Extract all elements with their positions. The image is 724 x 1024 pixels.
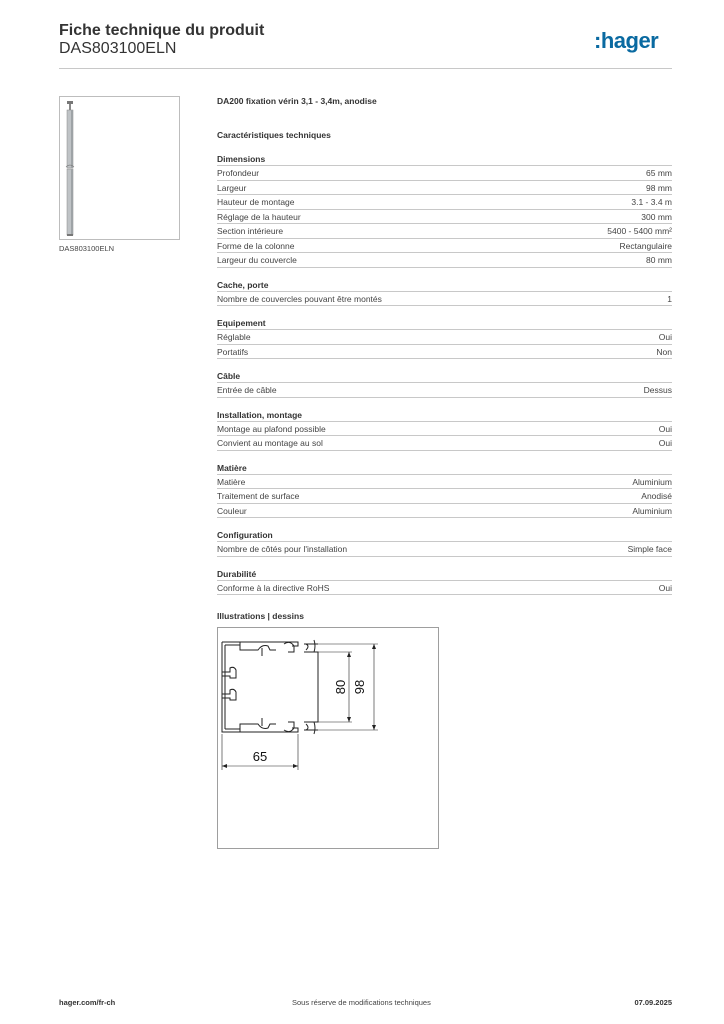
spec-value: Simple face: [627, 544, 672, 554]
spec-label: Portatifs: [217, 346, 249, 357]
spec-row: [217, 504, 672, 519]
hager-logo: :hager: [594, 28, 659, 53]
spec-label: Convient au montage au sol: [217, 438, 323, 448]
spec-group-title: Cache, porte: [217, 278, 672, 292]
spec-value: Oui: [658, 332, 672, 342]
spec-label: Nombre de côtés pour l'installation: [217, 544, 348, 554]
header-divider: [59, 68, 672, 69]
spec-label: Forme de la colonne: [217, 240, 295, 251]
spec-group-title: Matière: [217, 461, 672, 475]
spec-row: [217, 239, 672, 254]
spec-value: 3.1 - 3.4 m: [631, 197, 672, 207]
spec-row: [217, 475, 672, 490]
spec-row: [217, 383, 672, 398]
spec-content: [217, 96, 672, 849]
spec-label: Largeur du couvercle: [217, 255, 297, 265]
spec-row: [217, 345, 672, 360]
spec-value: Non: [656, 346, 672, 357]
spec-value: Oui: [658, 423, 672, 434]
cross-section-drawing: [218, 628, 438, 848]
dim-inner-label: 80: [333, 679, 348, 695]
spec-value: Anodisé: [641, 491, 672, 501]
spec-value: 1: [667, 293, 672, 304]
spec-group-title: Configuration: [217, 528, 672, 542]
spec-row: [217, 422, 672, 437]
column-illustration: [60, 97, 179, 239]
dimension-drawing: [217, 627, 439, 849]
spec-label: Montage au plafond possible: [217, 423, 326, 434]
footer-date: 07.09.2025: [634, 998, 672, 1007]
spec-label: Section intérieure: [217, 226, 284, 236]
spec-label: Largeur: [217, 182, 247, 193]
spec-label: Matière: [217, 476, 246, 487]
spec-row: [217, 195, 672, 210]
spec-label: Réglage de la hauteur: [217, 211, 301, 222]
page-title: Fiche technique du produit: [59, 22, 265, 39]
spec-group-title: Durabilité: [217, 567, 672, 581]
spec-value: Dessus: [643, 385, 672, 395]
spec-row: [217, 166, 672, 181]
spec-label: Conforme à la directive RoHS: [217, 582, 330, 593]
product-name: DA200 fixation vérin 3,1 - 3,4m, anodise: [217, 96, 377, 106]
spec-label: Profondeur: [217, 168, 260, 178]
spec-label: Hauteur de montage: [217, 197, 295, 207]
dim-width-label: 65: [252, 749, 268, 764]
image-caption: DAS803100ELN: [59, 244, 115, 253]
dim-outer-label: 98: [352, 679, 367, 695]
spec-row: [217, 330, 672, 345]
spec-row: [217, 292, 672, 307]
product-image: [59, 96, 180, 240]
spec-value: Rectangulaire: [619, 240, 672, 251]
spec-label: Entrée de câble: [217, 385, 277, 395]
spec-group-title: Installation, montage: [217, 408, 672, 422]
spec-row: [217, 253, 672, 268]
footer-disclaimer: Sous réserve de modifications techniques: [292, 998, 431, 1007]
spec-value: 5400 - 5400 mm²: [607, 226, 672, 236]
spec-groups: [217, 152, 672, 595]
product-code: DAS803100ELN: [59, 40, 177, 57]
spec-group-title: Equipement: [217, 316, 672, 330]
spec-row: [217, 489, 672, 504]
spec-group-title: Dimensions: [217, 152, 672, 166]
spec-value: Oui: [658, 582, 672, 593]
spec-row: [217, 210, 672, 225]
spec-row: [217, 581, 672, 596]
spec-value: 300 mm: [641, 211, 672, 222]
spec-label: Traitement de surface: [217, 491, 300, 501]
spec-value: Oui: [658, 438, 672, 448]
illustrations-title: Illustrations | dessins: [217, 611, 304, 621]
spec-value: 80 mm: [646, 255, 672, 265]
spec-row: [217, 436, 672, 451]
spec-value: 98 mm: [646, 182, 672, 193]
specs-title: Caractéristiques techniques: [217, 130, 331, 140]
spec-row: [217, 224, 672, 239]
spec-value: Aluminium: [632, 505, 672, 516]
spec-label: Nombre de couvercles pouvant être montés: [217, 293, 382, 304]
spec-group-title: Câble: [217, 369, 672, 383]
spec-label: Réglable: [217, 332, 251, 342]
spec-row: [217, 542, 672, 557]
spec-row: [217, 181, 672, 196]
spec-value: 65 mm: [646, 168, 672, 178]
footer-website: hager.com/fr-ch: [59, 998, 116, 1007]
spec-value: Aluminium: [632, 476, 672, 487]
spec-label: Couleur: [217, 505, 247, 516]
